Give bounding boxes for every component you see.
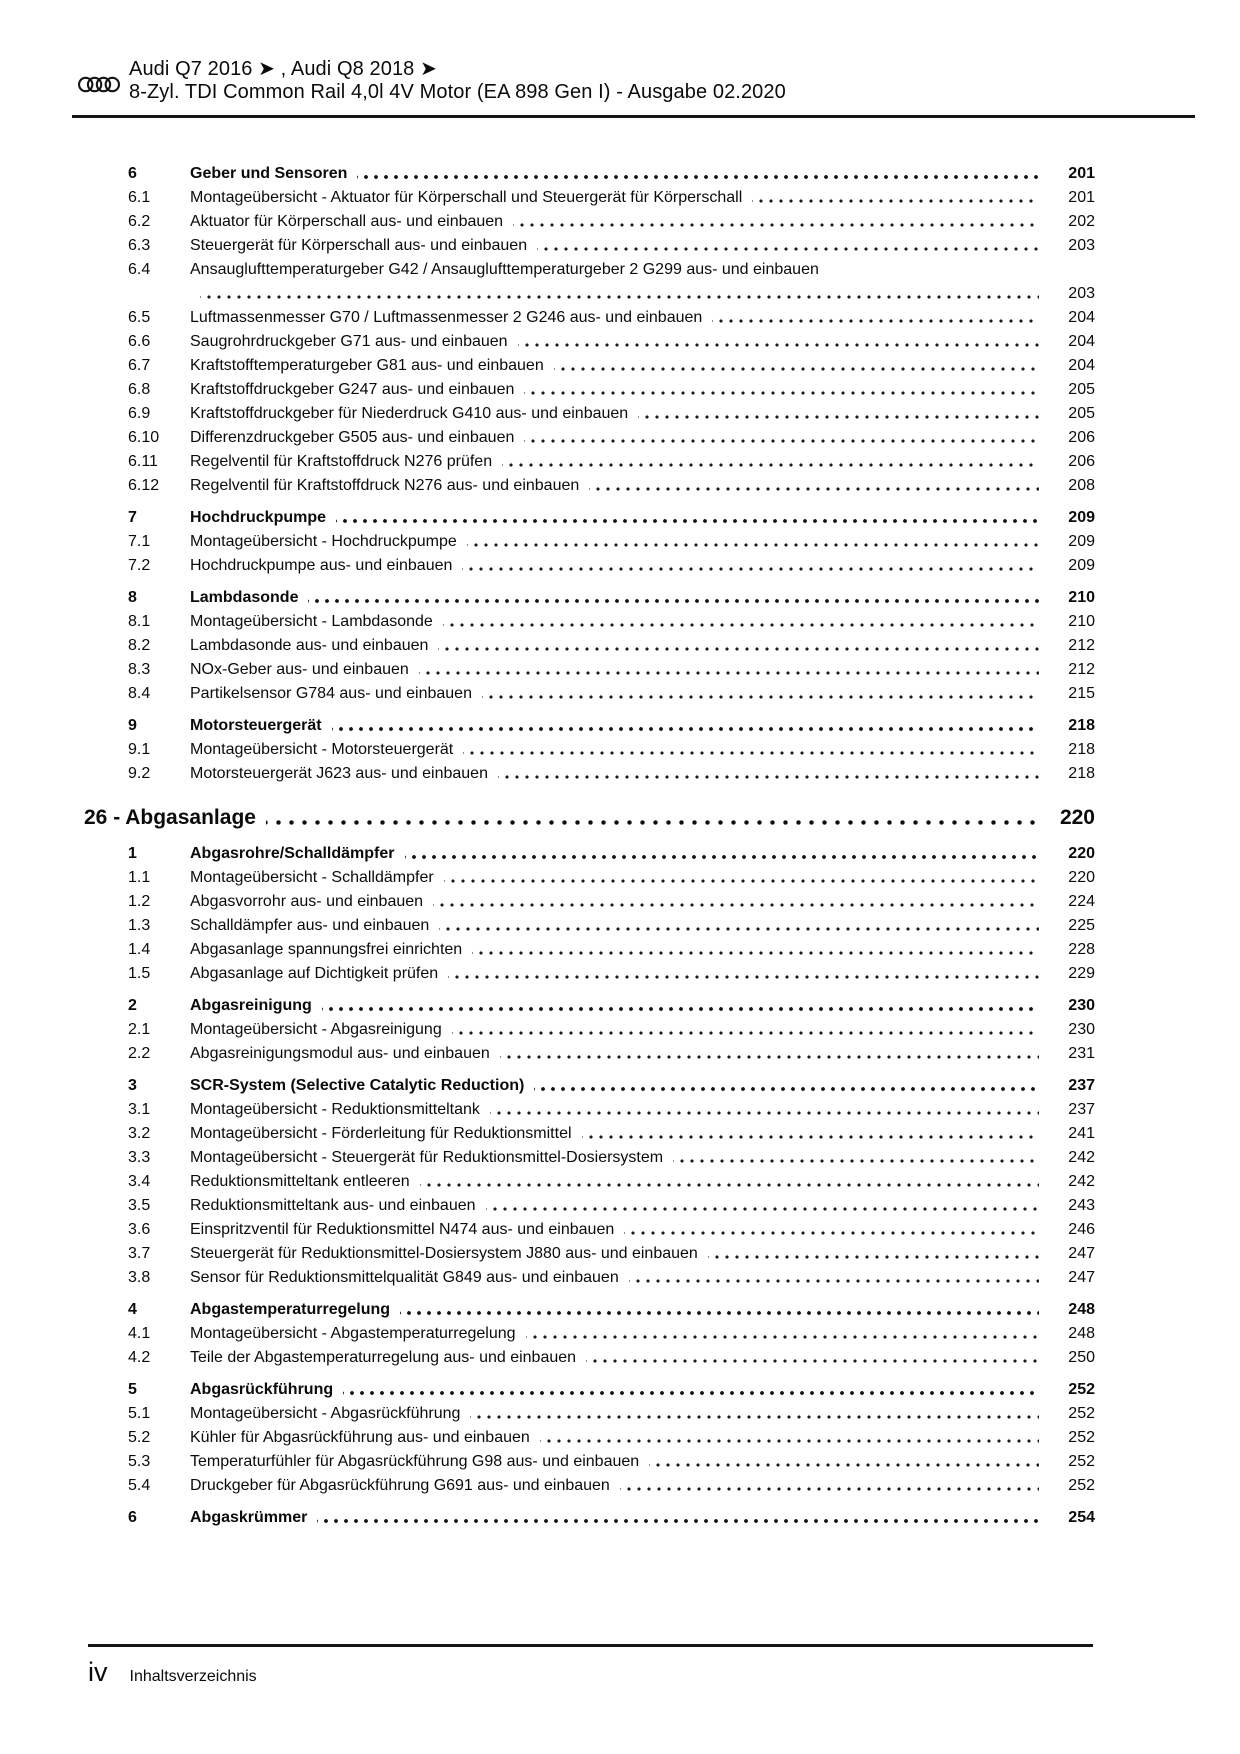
toc-entry-number: 6.6 [128, 333, 151, 350]
toc-entry-number: 4.1 [128, 1325, 151, 1342]
dot-leader [526, 1322, 1039, 1346]
toc-entry [84, 1426, 1095, 1450]
toc-entry-number: 6.2 [128, 213, 151, 230]
toc-entry-page: 248 [1068, 1325, 1095, 1342]
dot-leader [486, 1194, 1039, 1218]
toc-entry-number: 7.1 [128, 533, 151, 550]
toc-entry-title: NOx-Geber aus- und einbauen [190, 661, 409, 678]
dot-leader [439, 914, 1039, 938]
toc-entry-title: Montageübersicht - Lambdasonde [190, 613, 433, 630]
footer-line [88, 1647, 1093, 1687]
toc-entry-page: 202 [1068, 213, 1095, 230]
toc-entry-page: 252 [1068, 1405, 1095, 1422]
toc-entry-number: 3.2 [128, 1125, 151, 1142]
toc-entry [84, 682, 1095, 706]
toc-entry-number: 3.8 [128, 1269, 151, 1286]
toc-entry-number: 2.2 [128, 1045, 151, 1062]
toc-entry-page: 204 [1068, 309, 1095, 326]
header-models-line: Audi Q7 2016 ➤ , Audi Q8 2018 ➤ [129, 58, 437, 80]
toc-entry-page: 206 [1068, 429, 1095, 446]
toc-entry-number: 3.7 [128, 1245, 151, 1262]
dot-leader [524, 378, 1039, 402]
dot-leader [513, 210, 1039, 234]
toc-entry-page: 205 [1068, 405, 1095, 422]
toc-entry-number: 5.2 [128, 1429, 151, 1446]
toc-entry-page: 247 [1068, 1269, 1095, 1286]
toc-entry-title: Kraftstoffdruckgeber für Niederdruck G410 aus- und einbauen [190, 405, 629, 422]
toc-entry [84, 866, 1095, 890]
toc-entry [84, 1042, 1095, 1066]
toc-entry-page: 243 [1068, 1197, 1095, 1214]
toc-entry-page: 204 [1068, 357, 1095, 374]
toc-entry-number: 6.8 [128, 381, 151, 398]
toc-entry [84, 586, 1095, 610]
toc-entry-page: 229 [1068, 965, 1095, 982]
toc-entry-number: 1.4 [128, 941, 151, 958]
dot-leader [444, 866, 1039, 890]
toc-entry-number: 5.1 [128, 1405, 151, 1422]
toc-entry [84, 1098, 1095, 1122]
dot-leader [308, 586, 1039, 610]
toc-entry-title: Temperaturfühler für Abgasrückführung G98 aus- und einbauen [190, 1453, 640, 1470]
toc-entry-title: Abgastemperaturregelung [190, 1301, 391, 1318]
toc-entry [84, 1218, 1095, 1242]
toc-entry-page: 209 [1068, 533, 1095, 550]
toc-entry-title: Einspritzventil für Reduktionsmittel N474 aus- und einbauen [190, 1221, 615, 1238]
toc-entry [84, 1170, 1095, 1194]
toc-entry [84, 714, 1095, 738]
toc-entry-title: Montageübersicht - Abgasrückführung [190, 1405, 461, 1422]
toc-entry-page: 209 [1068, 557, 1095, 574]
toc-entry-page: 201 [1068, 165, 1095, 182]
toc-entry [84, 1122, 1095, 1146]
toc-entry-number: 6.1 [128, 189, 151, 206]
toc-entry-page: 254 [1068, 1509, 1095, 1526]
toc-entry [84, 962, 1095, 986]
toc-entry-title: Abgasrückführung [190, 1381, 334, 1398]
toc-entry-number: 2 [128, 997, 137, 1014]
dot-leader [470, 1402, 1039, 1426]
table-of-contents [0, 104, 1240, 1530]
dot-leader [524, 426, 1039, 450]
toc-entry [84, 554, 1095, 578]
toc-entry-title: Teile der Abgastemperaturregelung aus- und einbauen [190, 1349, 577, 1366]
toc-entry-page: 247 [1068, 1245, 1095, 1262]
toc-entry-page: 252 [1068, 1477, 1095, 1494]
toc-entry [84, 306, 1095, 330]
toc-entry-title: Druckgeber für Abgasrückführung G691 aus- und einbauen [190, 1477, 610, 1494]
toc-entry [84, 530, 1095, 554]
dot-leader [712, 306, 1039, 330]
toc-entry-title: Regelventil für Kraftstoffdruck N276 prüfen [190, 453, 493, 470]
dot-leader [624, 1218, 1039, 1242]
toc-entry-page: 252 [1068, 1381, 1095, 1398]
toc-entry-page: 242 [1068, 1149, 1095, 1166]
toc-entry-number: 6.12 [128, 477, 160, 494]
dot-leader [500, 1042, 1039, 1066]
footer-page-number: iv [88, 1657, 108, 1687]
toc-entry-number: 3 [128, 1077, 137, 1094]
toc-entry-page: 252 [1068, 1429, 1095, 1446]
toc-entry-title: Reduktionsmitteltank aus- und einbauen [190, 1197, 476, 1214]
toc-entry-number: 1.1 [128, 869, 151, 886]
dot-leader [405, 842, 1040, 866]
toc-entry-page: 230 [1068, 1021, 1095, 1038]
toc-entry-title: Luftmassenmesser G70 / Luftmassenmesser 2 G246 aus- und einbauen [190, 309, 703, 326]
toc-entry-page: 237 [1068, 1077, 1095, 1094]
toc-entry [84, 378, 1095, 402]
toc-entry [84, 1074, 1095, 1098]
toc-entry-page: 208 [1068, 477, 1095, 494]
toc-entry [84, 162, 1095, 186]
toc-entry [84, 1146, 1095, 1170]
toc-entry-number: 5 [128, 1381, 137, 1398]
toc-entry [84, 1194, 1095, 1218]
toc-entry-number: 8 [128, 589, 137, 606]
dot-leader [589, 474, 1039, 498]
toc-entry-title: Steuergerät für Körperschall aus- und einbauen [190, 237, 528, 254]
toc-entry [84, 354, 1095, 378]
toc-entry-title: Sensor für Reduktionsmittelqualität G849 aus- und einbauen [190, 1269, 619, 1286]
dot-leader [620, 1474, 1039, 1498]
toc-entry-page: 215 [1068, 685, 1095, 702]
toc-entry-number: 6.5 [128, 309, 151, 326]
toc-entry-page: 210 [1068, 589, 1095, 606]
toc-entry-number: 3.1 [128, 1101, 151, 1118]
dot-leader [629, 1266, 1039, 1290]
dot-leader [482, 682, 1039, 706]
toc-entry-page: 203 [1068, 237, 1095, 254]
toc-entry-page: 252 [1068, 1453, 1095, 1470]
toc-entry [84, 610, 1095, 634]
toc-entry-number: 3.3 [128, 1149, 151, 1166]
toc-entry-page: 204 [1068, 333, 1095, 350]
toc-entry-page: 210 [1068, 613, 1095, 630]
dot-leader [582, 1122, 1039, 1146]
dot-leader [443, 610, 1039, 634]
toc-entry-number: 6.3 [128, 237, 151, 254]
dot-leader [266, 802, 1039, 834]
toc-entry [84, 234, 1095, 258]
toc-entry-page: 237 [1068, 1101, 1095, 1118]
toc-entry-number: 3.6 [128, 1221, 151, 1238]
toc-entry [84, 474, 1095, 498]
toc-entry-page: 231 [1068, 1045, 1095, 1062]
toc-entry-page: 218 [1068, 717, 1095, 734]
toc-entry-title: SCR-System (Selective Catalytic Reduction) [190, 1077, 525, 1094]
toc-entry-title: Abgasanlage spannungsfrei einrichten [190, 941, 463, 958]
toc-entry-continuation [84, 282, 1095, 306]
dot-leader [586, 1346, 1039, 1370]
toc-entry-number: 5.3 [128, 1453, 151, 1470]
toc-entry-page: 201 [1068, 189, 1095, 206]
toc-entry [84, 258, 1095, 282]
toc-entry-title: Abgasrohre/Schalldämpfer [190, 845, 395, 862]
toc-entry [84, 890, 1095, 914]
toc-entry [84, 450, 1095, 474]
toc-entry-title: Montageübersicht - Aktuator für Körperschall und Steuergerät für Körperschall [190, 189, 743, 206]
toc-entry-number: 9 [128, 717, 137, 734]
toc-entry-title: Geber und Sensoren [190, 165, 348, 182]
toc-entry-page: 225 [1068, 917, 1095, 934]
toc-entry-page: 218 [1068, 741, 1095, 758]
toc-entry-page: 205 [1068, 381, 1095, 398]
toc-entry [84, 1322, 1095, 1346]
toc-entry-title: Abgasreinigungsmodul aus- und einbauen [190, 1045, 490, 1062]
toc-entry-number: 9.2 [128, 765, 151, 782]
toc-entry-page: 220 [1059, 806, 1095, 829]
toc-entry-title: Kraftstoffdruckgeber G247 aus- und einbauen [190, 381, 515, 398]
header-text [129, 58, 786, 104]
toc-entry-number: 6.7 [128, 357, 151, 374]
dot-leader [534, 1074, 1039, 1098]
toc-entry-number: 8.1 [128, 613, 151, 630]
toc-entry-page: 248 [1068, 1301, 1095, 1318]
dot-leader [540, 1426, 1039, 1450]
toc-entry-page: 224 [1068, 893, 1095, 910]
toc-entry [84, 1402, 1095, 1426]
dot-leader [317, 1506, 1039, 1530]
toc-entry-title: Montageübersicht - Reduktionsmitteltank [190, 1101, 480, 1118]
toc-entry-title: Saugrohrdruckgeber G71 aus- und einbauen [190, 333, 508, 350]
toc-entry [84, 1346, 1095, 1370]
toc-entry [84, 762, 1095, 786]
toc-entry [84, 210, 1095, 234]
toc-entry-number: 4.2 [128, 1349, 151, 1366]
toc-entry-page: 212 [1068, 637, 1095, 654]
toc-entry-number: 6 [128, 1509, 137, 1526]
dot-leader [200, 282, 1039, 306]
toc-entry-title: Partikelsensor G784 aus- und einbauen [190, 685, 472, 702]
toc-entry-page: 241 [1068, 1125, 1095, 1142]
toc-entry-number: 6 [128, 165, 137, 182]
toc-chapter-entry [84, 802, 1095, 834]
toc-entry-number: 1.2 [128, 893, 151, 910]
toc-entry [84, 506, 1095, 530]
toc-entry-page: 212 [1068, 661, 1095, 678]
toc-entry [84, 914, 1095, 938]
toc-entry [84, 1506, 1095, 1530]
toc-entry-page: 218 [1068, 765, 1095, 782]
dot-leader [554, 354, 1039, 378]
toc-entry [84, 1298, 1095, 1322]
toc-entry-number: 8.3 [128, 661, 151, 678]
toc-entry [84, 1242, 1095, 1266]
toc-entry-number: 7 [128, 509, 137, 526]
toc-entry-number: 8.4 [128, 685, 151, 702]
toc-entry-title: Motorsteuergerät J623 aus- und einbauen [190, 765, 488, 782]
toc-entry [84, 1450, 1095, 1474]
dot-leader [502, 450, 1039, 474]
toc-entry-number: 4 [128, 1301, 137, 1318]
dot-leader [649, 1450, 1039, 1474]
toc-entry-title: Montageübersicht - Schalldämpfer [190, 869, 434, 886]
toc-entry-page: 209 [1068, 509, 1095, 526]
toc-entry-title: Hochdruckpumpe aus- und einbauen [190, 557, 453, 574]
dot-leader [438, 634, 1039, 658]
toc-entry [84, 426, 1095, 450]
toc-entry [84, 402, 1095, 426]
toc-entry-title: Motorsteuergerät [190, 717, 322, 734]
dot-leader [537, 234, 1039, 258]
toc-entry-page: 230 [1068, 997, 1095, 1014]
toc-entry-title: Montageübersicht - Steuergerät für Reduktionsmittel-Dosiersystem [190, 1149, 664, 1166]
dot-leader [462, 554, 1039, 578]
toc-entry-title: Abgasanlage auf Dichtigkeit prüfen [190, 965, 439, 982]
dot-leader [472, 938, 1039, 962]
toc-entry-page: 246 [1068, 1221, 1095, 1238]
dot-leader [708, 1242, 1039, 1266]
dot-leader [673, 1146, 1039, 1170]
toc-entry-page: 250 [1068, 1349, 1095, 1366]
toc-entry-title: Aktuator für Körperschall aus- und einbauen [190, 213, 504, 230]
toc-entry [84, 1018, 1095, 1042]
toc-entry-number: 6.9 [128, 405, 151, 422]
toc-entry [84, 1378, 1095, 1402]
page-header [0, 0, 1240, 104]
dot-leader [518, 330, 1039, 354]
toc-entry [84, 634, 1095, 658]
toc-entry-title: Kühler für Abgasrückführung aus- und einbauen [190, 1429, 530, 1446]
toc-entry-title: Ansauglufttemperaturgeber G42 / Ansauglufttemperaturgeber 2 G299 aus- und einbauen [190, 261, 819, 278]
dot-leader [420, 1170, 1039, 1194]
toc-entry-title: Hochdruckpumpe [190, 509, 327, 526]
dot-leader [400, 1298, 1039, 1322]
toc-entry-title: Montageübersicht - Förderleitung für Reduktionsmittel [190, 1125, 572, 1142]
toc-entry-title: Lambdasonde [190, 589, 299, 606]
toc-entry [84, 938, 1095, 962]
toc-entry-number: 1.5 [128, 965, 151, 982]
toc-entry-title: Montageübersicht - Hochdruckpumpe [190, 533, 457, 550]
page-footer [88, 1644, 1093, 1687]
toc-entry [84, 658, 1095, 682]
toc-entry-page: 220 [1068, 869, 1095, 886]
toc-entry-number: 8.2 [128, 637, 151, 654]
dot-leader [419, 658, 1039, 682]
dot-leader [498, 762, 1039, 786]
toc-entry [84, 994, 1095, 1018]
toc-entry-title: Lambdasonde aus- und einbauen [190, 637, 429, 654]
toc-entry-number: 9.1 [128, 741, 151, 758]
audi-rings-icon [78, 71, 120, 98]
toc-entry-number: 6.11 [128, 453, 158, 470]
toc-entry [84, 186, 1095, 210]
toc-entry-number: 7.2 [128, 557, 151, 574]
toc-entry-title: Regelventil für Kraftstoffdruck N276 aus- und einbauen [190, 477, 580, 494]
footer-section-label: Inhaltsverzeichnis [129, 1668, 257, 1685]
toc-entry [84, 738, 1095, 762]
dot-leader [752, 186, 1039, 210]
toc-entry-page: 220 [1068, 845, 1095, 862]
toc-entry-number: 5.4 [128, 1477, 151, 1494]
toc-entry-title: 26 - Abgasanlage [84, 806, 256, 829]
toc-entry-title: Montageübersicht - Motorsteuergerät [190, 741, 454, 758]
dot-leader [336, 506, 1039, 530]
dot-leader [463, 738, 1039, 762]
toc-entry-number: 2.1 [128, 1021, 151, 1038]
toc-entry-title: Abgaskrümmer [190, 1509, 308, 1526]
header-divider [72, 115, 1195, 118]
toc-entry-number: 1.3 [128, 917, 151, 934]
toc-entry-title: Steuergerät für Reduktionsmittel-Dosiersystem J880 aus- und einbauen [190, 1245, 698, 1262]
toc-entry-number: 3.5 [128, 1197, 151, 1214]
dot-leader [433, 890, 1039, 914]
toc-entry [84, 1474, 1095, 1498]
header-engine-line: 8-Zyl. TDI Common Rail 4,0l 4V Motor (EA 898 Gen I) - Ausgabe 02.2020 [129, 81, 786, 103]
dot-leader [322, 994, 1039, 1018]
toc-entry-page: 203 [1068, 285, 1095, 302]
dot-leader [452, 1018, 1039, 1042]
dot-leader [490, 1098, 1039, 1122]
dot-leader [343, 1378, 1039, 1402]
toc-entry-page: 242 [1068, 1173, 1095, 1190]
toc-entry-page: 206 [1068, 453, 1095, 470]
toc-entry-title: Differenzdruckgeber G505 aus- und einbauen [190, 429, 515, 446]
toc-entry-page: 228 [1068, 941, 1095, 958]
dot-leader [332, 714, 1039, 738]
dot-leader [357, 162, 1039, 186]
toc-entry [84, 842, 1095, 866]
dot-leader [467, 530, 1039, 554]
toc-entry-number: 1 [128, 845, 137, 862]
toc-entry [84, 1266, 1095, 1290]
toc-entry-title: Kraftstofftemperaturgeber G81 aus- und einbauen [190, 357, 544, 374]
toc-entry-title: Schalldämpfer aus- und einbauen [190, 917, 430, 934]
toc-entry-number: 3.4 [128, 1173, 151, 1190]
toc-entry-title: Montageübersicht - Abgastemperaturregelung [190, 1325, 516, 1342]
toc-entry-title: Reduktionsmitteltank entleeren [190, 1173, 410, 1190]
toc-entry-number: 6.10 [128, 429, 160, 446]
toc-entry [84, 330, 1095, 354]
toc-entry-title: Montageübersicht - Abgasreinigung [190, 1021, 442, 1038]
toc-entry-number: 6.4 [128, 261, 151, 278]
toc-entry-title: Abgasreinigung [190, 997, 312, 1014]
dot-leader [448, 962, 1039, 986]
dot-leader [638, 402, 1039, 426]
toc-entry-title: Abgasvorrohr aus- und einbauen [190, 893, 424, 910]
